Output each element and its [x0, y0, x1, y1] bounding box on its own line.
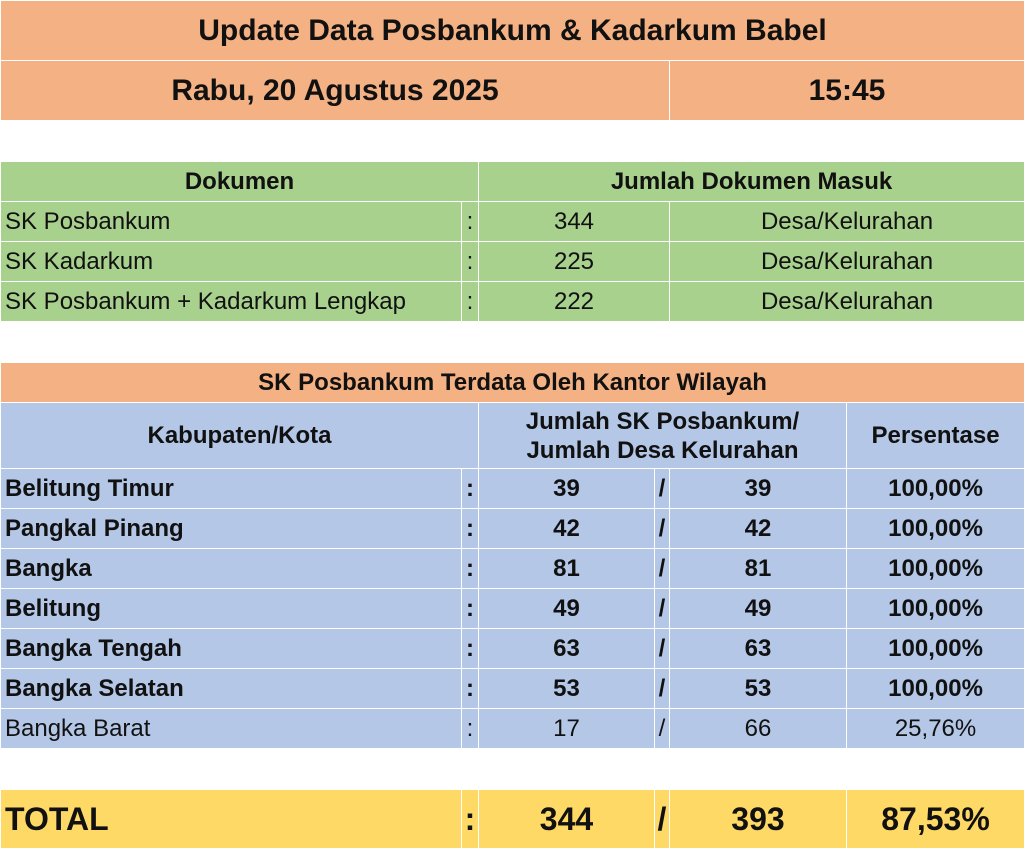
slash: /	[655, 589, 670, 629]
col-jumlah-sk-line1: Jumlah SK Posbankum/	[479, 407, 846, 436]
slash: /	[655, 709, 670, 749]
region-name: Bangka Tengah	[1, 629, 462, 669]
percentage: 100,00%	[847, 669, 1024, 709]
sk-count: 42	[479, 509, 655, 549]
region-row	[1, 469, 1024, 509]
percentage: 100,00%	[847, 549, 1024, 589]
desa-count: 66	[670, 709, 847, 749]
separator: :	[462, 282, 479, 322]
col-jumlah-sk	[479, 403, 847, 469]
separator: :	[462, 669, 479, 709]
region-name: Pangkal Pinang	[1, 509, 462, 549]
region-row	[1, 669, 1024, 709]
document-row	[1, 282, 1024, 322]
document-name: SK Posbankum + Kadarkum Lengkap	[1, 282, 462, 322]
total-label: TOTAL	[1, 790, 462, 849]
separator: :	[462, 709, 479, 749]
slash: /	[655, 629, 670, 669]
document-unit: Desa/Kelurahan	[670, 282, 1024, 322]
percentage: 100,00%	[847, 509, 1024, 549]
document-unit: Desa/Kelurahan	[670, 242, 1024, 282]
desa-count: 49	[670, 589, 847, 629]
desa-count: 42	[670, 509, 847, 549]
separator: :	[462, 202, 479, 242]
document-unit: Desa/Kelurahan	[670, 202, 1024, 242]
region-name: Bangka Barat	[1, 709, 462, 749]
sk-count: 17	[479, 709, 655, 749]
total-sk: 344	[479, 790, 655, 849]
document-count: 225	[479, 242, 670, 282]
region-row	[1, 709, 1024, 749]
desa-count: 63	[670, 629, 847, 669]
header-table	[0, 0, 1024, 121]
percentage: 25,76%	[847, 709, 1024, 749]
total-row	[1, 790, 1024, 849]
desa-count: 81	[670, 549, 847, 589]
separator: :	[462, 509, 479, 549]
region-name: Belitung	[1, 589, 462, 629]
desa-count: 39	[670, 469, 847, 509]
sk-count: 81	[479, 549, 655, 589]
report-date: Rabu, 20 Agustus 2025	[1, 61, 670, 121]
separator: :	[462, 589, 479, 629]
separator: :	[462, 629, 479, 669]
slash: /	[655, 509, 670, 549]
page-title: Update Data Posbankum & Kadarkum Babel	[1, 1, 1024, 61]
slash: /	[655, 549, 670, 589]
slash: /	[655, 790, 670, 849]
col-dokumen: Dokumen	[1, 162, 479, 202]
separator: :	[462, 549, 479, 589]
slash: /	[655, 669, 670, 709]
region-row	[1, 589, 1024, 629]
separator: :	[462, 469, 479, 509]
separator: :	[462, 242, 479, 282]
total-table	[0, 789, 1024, 849]
percentage: 100,00%	[847, 629, 1024, 669]
sk-count: 53	[479, 669, 655, 709]
col-jumlah-dokumen: Jumlah Dokumen Masuk	[479, 162, 1024, 202]
document-row	[1, 242, 1024, 282]
document-name: SK Kadarkum	[1, 242, 462, 282]
sk-count: 39	[479, 469, 655, 509]
col-kabupaten-kota: Kabupaten/Kota	[1, 403, 479, 469]
regional-table	[0, 362, 1024, 749]
total-percentage: 87,53%	[847, 790, 1024, 849]
col-jumlah-sk-line2: Jumlah Desa Kelurahan	[479, 436, 846, 465]
documents-table	[0, 161, 1024, 322]
document-name: SK Posbankum	[1, 202, 462, 242]
regional-title: SK Posbankum Terdata Oleh Kantor Wilayah	[1, 363, 1024, 403]
slash: /	[655, 469, 670, 509]
report-time: 15:45	[670, 61, 1024, 121]
col-persentase: Persentase	[847, 403, 1024, 469]
separator: :	[462, 790, 479, 849]
region-row	[1, 549, 1024, 589]
sk-count: 63	[479, 629, 655, 669]
region-row	[1, 509, 1024, 549]
sk-count: 49	[479, 589, 655, 629]
region-name: Bangka Selatan	[1, 669, 462, 709]
desa-count: 53	[670, 669, 847, 709]
document-count: 344	[479, 202, 670, 242]
total-desa: 393	[670, 790, 847, 849]
region-row	[1, 629, 1024, 669]
document-count: 222	[479, 282, 670, 322]
document-row	[1, 202, 1024, 242]
region-name: Belitung Timur	[1, 469, 462, 509]
region-name: Bangka	[1, 549, 462, 589]
percentage: 100,00%	[847, 469, 1024, 509]
percentage: 100,00%	[847, 589, 1024, 629]
